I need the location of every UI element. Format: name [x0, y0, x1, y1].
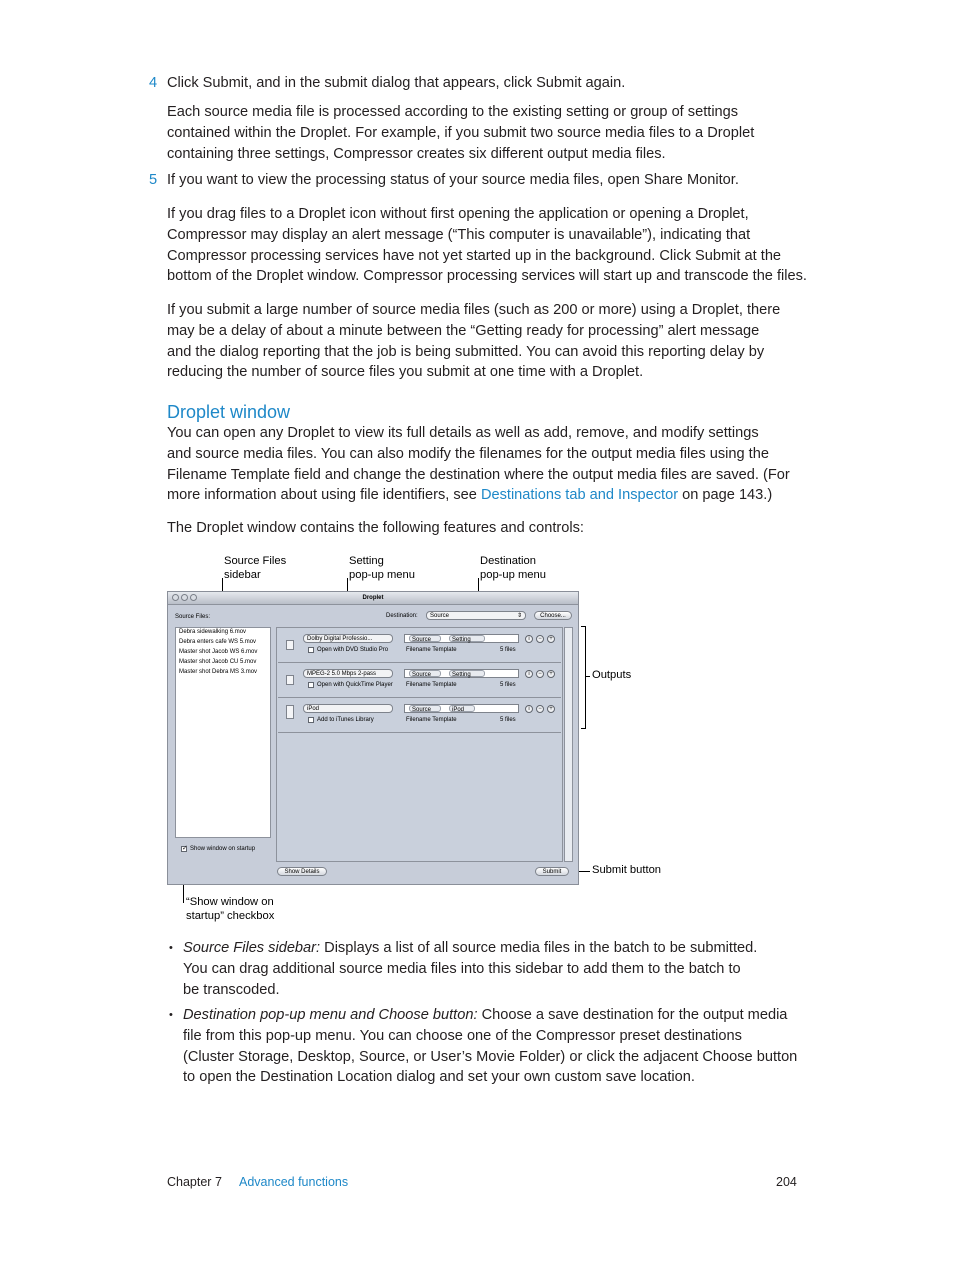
callout-destination	[480, 555, 546, 582]
output-option-label: Open with QuickTime Player	[317, 682, 393, 688]
list-item[interactable]: Master shot Jacob CU 5.mov	[179, 659, 257, 665]
paragraph	[167, 204, 807, 287]
bullet-term: Source Files sidebar:	[183, 940, 321, 956]
ipod-token[interactable]: iPod	[449, 705, 475, 712]
callout-line: Setting	[349, 555, 384, 567]
text-line: be transcoded.	[183, 981, 280, 998]
step-text: If you want to view the processing status of your source media files, open Share Monitor.	[167, 172, 739, 188]
add-icon[interactable]: +	[547, 705, 555, 713]
text-line: containing three settings, Compressor creates six different output media files.	[167, 145, 666, 162]
bullet-item	[183, 938, 757, 1000]
text-line: Compressor may display an alert message (“This computer is unavailable”), indicating that	[167, 226, 751, 243]
setting-popup[interactable]	[303, 669, 393, 678]
file-count: 5 files	[500, 682, 516, 688]
source-files-label: Source Files:	[175, 614, 211, 620]
callout-setting	[349, 555, 415, 582]
show-window-checkbox[interactable]	[181, 846, 187, 852]
source-files-sidebar[interactable]	[175, 627, 271, 838]
source-token[interactable]: Source	[409, 705, 441, 712]
checkmark-icon: ✓	[182, 845, 188, 852]
show-window-label: Show window on startup	[190, 846, 256, 852]
ipod-icon	[286, 705, 294, 719]
setting-token[interactable]: Setting	[449, 670, 485, 677]
text-line: Filename Template field and change the destination where the output media files are saved. (For	[167, 466, 790, 483]
page-number: 204	[776, 1175, 797, 1189]
bullet-dot: •	[169, 1009, 173, 1021]
outputs-scrollbar[interactable]	[564, 627, 573, 862]
paragraph	[167, 423, 790, 506]
list-item[interactable]: Master shot Jacob WS 6.mov	[179, 649, 258, 655]
output-option-checkbox[interactable]	[308, 682, 314, 688]
destination-label: Destination:	[386, 613, 418, 619]
output-option-label: Add to iTunes Library	[317, 717, 374, 723]
outputs-bracket-tick	[585, 676, 590, 677]
source-token[interactable]: Source	[409, 635, 441, 642]
file-count: 5 files	[500, 647, 516, 653]
features-intro: The Droplet window contains the following features and controls:	[167, 520, 584, 536]
text-line: reducing the number of source files you submit at one time with a Droplet.	[167, 364, 644, 381]
text-line: Each source media file is processed according to the existing setting or group of settings	[167, 104, 739, 120]
text-line: If you drag files to a Droplet icon without first opening the application or opening a Droplet,	[167, 206, 749, 222]
callout-line: startup” checkbox	[186, 909, 275, 922]
add-icon[interactable]: +	[547, 670, 555, 678]
filename-template-field[interactable]	[404, 704, 519, 713]
source-token[interactable]: Source	[409, 670, 441, 677]
callout-outputs: Outputs	[592, 669, 632, 681]
list-item[interactable]: Debra enters cafe WS 5.mov	[179, 639, 257, 645]
outputs-bracket-bottom	[581, 728, 586, 729]
output-option-checkbox[interactable]	[308, 717, 314, 723]
info-icon[interactable]: i	[525, 705, 533, 713]
setting-token[interactable]: Setting	[449, 635, 485, 642]
bullet-dot: •	[169, 942, 173, 954]
list-item[interactable]: Master shot Debra MS 3.mov	[179, 669, 258, 675]
paragraph	[167, 300, 780, 383]
text-line: Compressor processing services have not yet started up in the background. Click Submit at the	[167, 247, 782, 264]
dvd-file-icon	[286, 640, 294, 650]
callout-line: “Show window on	[186, 896, 274, 908]
filename-template-label: Filename Template	[406, 717, 457, 723]
setting-popup[interactable]	[303, 704, 393, 713]
text-line	[183, 938, 757, 959]
destination-popup[interactable]	[426, 611, 526, 620]
remove-icon[interactable]: −	[536, 635, 544, 643]
filename-template-field[interactable]	[404, 669, 519, 678]
text-line: and source media files. You can also modify the filenames for the output media files using the	[167, 445, 769, 462]
text-run: more information about using file identifiers, see	[167, 487, 481, 504]
callout-line: Destination	[480, 555, 536, 567]
step-number: 5	[149, 172, 158, 188]
text-run: on page 143.)	[678, 487, 773, 504]
text-line: contained within the Droplet. For example, if you submit two source media files to a Droplet	[167, 124, 755, 141]
text-line: (Cluster Storage, Desktop, Source, or User’s Movie Folder) or click the adjacent Choose button	[183, 1048, 798, 1065]
footer-chapter: Chapter 7	[167, 1175, 222, 1189]
quicktime-file-icon	[286, 675, 294, 685]
remove-icon[interactable]: −	[536, 705, 544, 713]
info-icon[interactable]: i	[525, 670, 533, 678]
text-line: If you submit a large number of source media files (such as 200 or more) using a Droplet, there	[167, 302, 781, 318]
output-row[interactable]	[278, 664, 561, 698]
paragraph	[167, 102, 754, 164]
callout-source-files	[224, 555, 286, 582]
text-line: to open the Destination Location dialog and set your own custom save location.	[183, 1069, 695, 1086]
step-number: 4	[149, 75, 158, 91]
bullet-term: Destination pop-up menu and Choose button:	[183, 1007, 478, 1023]
submit-button[interactable]: Submit	[535, 867, 569, 876]
text-line: may be a delay of about a minute between the “Getting ready for processing” alert message	[167, 322, 760, 339]
step-text: Click Submit, and in the submit dialog that appears, click Submit again.	[167, 75, 626, 91]
popup-arrows-icon: ⇕	[516, 613, 522, 619]
window-title: Droplet	[362, 595, 384, 601]
outputs-bracket	[585, 626, 586, 729]
text-line	[183, 1005, 797, 1026]
list-item[interactable]: Debra sidewalking 6.mov	[179, 629, 247, 635]
text-run: Displays a list of all source media files in the batch to be submitted.	[320, 940, 758, 956]
callout-line: sidebar	[224, 568, 261, 581]
output-option-checkbox[interactable]	[308, 647, 314, 653]
filename-template-label: Filename Template	[406, 682, 457, 688]
remove-icon[interactable]: −	[536, 670, 544, 678]
callout-line: pop-up menu	[480, 568, 546, 581]
output-row[interactable]	[278, 699, 561, 733]
filename-template-field[interactable]	[404, 634, 519, 643]
info-icon[interactable]: i	[525, 635, 533, 643]
output-option-label: Open with DVD Studio Pro	[317, 647, 389, 653]
bullet-item	[183, 1005, 797, 1088]
callout-line: pop-up menu	[349, 568, 415, 581]
callout-line: Source Files	[224, 555, 287, 567]
callout-submit: Submit button	[592, 864, 662, 876]
file-count: 5 files	[500, 717, 516, 723]
text-line	[167, 485, 790, 506]
window-titlebar	[168, 592, 578, 605]
outputs-bracket-top	[581, 626, 586, 627]
setting-popup[interactable]	[303, 634, 393, 643]
show-details-button[interactable]: Show Details	[277, 867, 327, 876]
setting-value: Dolby Digital Professio...	[307, 636, 373, 642]
outputs-area	[276, 627, 563, 862]
filename-template-label: Filename Template	[406, 647, 457, 653]
text-line: and the dialog reporting that the job is being submitted. You can avoid this reporting delay by	[167, 343, 765, 360]
text-run: Choose a save destination for the output media	[477, 1007, 788, 1023]
text-line: You can drag additional source media files into this sidebar to add them to the batch to	[183, 960, 741, 977]
output-row[interactable]	[278, 629, 561, 663]
text-line: file from this pop-up menu. You can choose one of the Compressor preset destinations	[183, 1027, 742, 1044]
destination-value: Source	[430, 613, 450, 619]
setting-value: iPod	[307, 706, 320, 712]
callout-show-window	[186, 896, 274, 923]
setting-value: MPEG-2 5.0 Mbps 2-pass	[307, 671, 377, 677]
destinations-link[interactable]: Destinations tab and Inspector	[480, 487, 679, 504]
text-line: You can open any Droplet to view its full details as well as add, remove, and modify settings	[167, 425, 759, 441]
add-icon[interactable]: +	[547, 635, 555, 643]
section-heading: Droplet window	[167, 402, 291, 422]
text-line: bottom of the Droplet window. Compressor processing services will start up and transcode the files.	[167, 268, 807, 285]
footer-chapter-link[interactable]: Advanced functions	[239, 1175, 349, 1189]
droplet-window	[167, 591, 579, 885]
choose-button[interactable]: Choose...	[534, 611, 572, 620]
